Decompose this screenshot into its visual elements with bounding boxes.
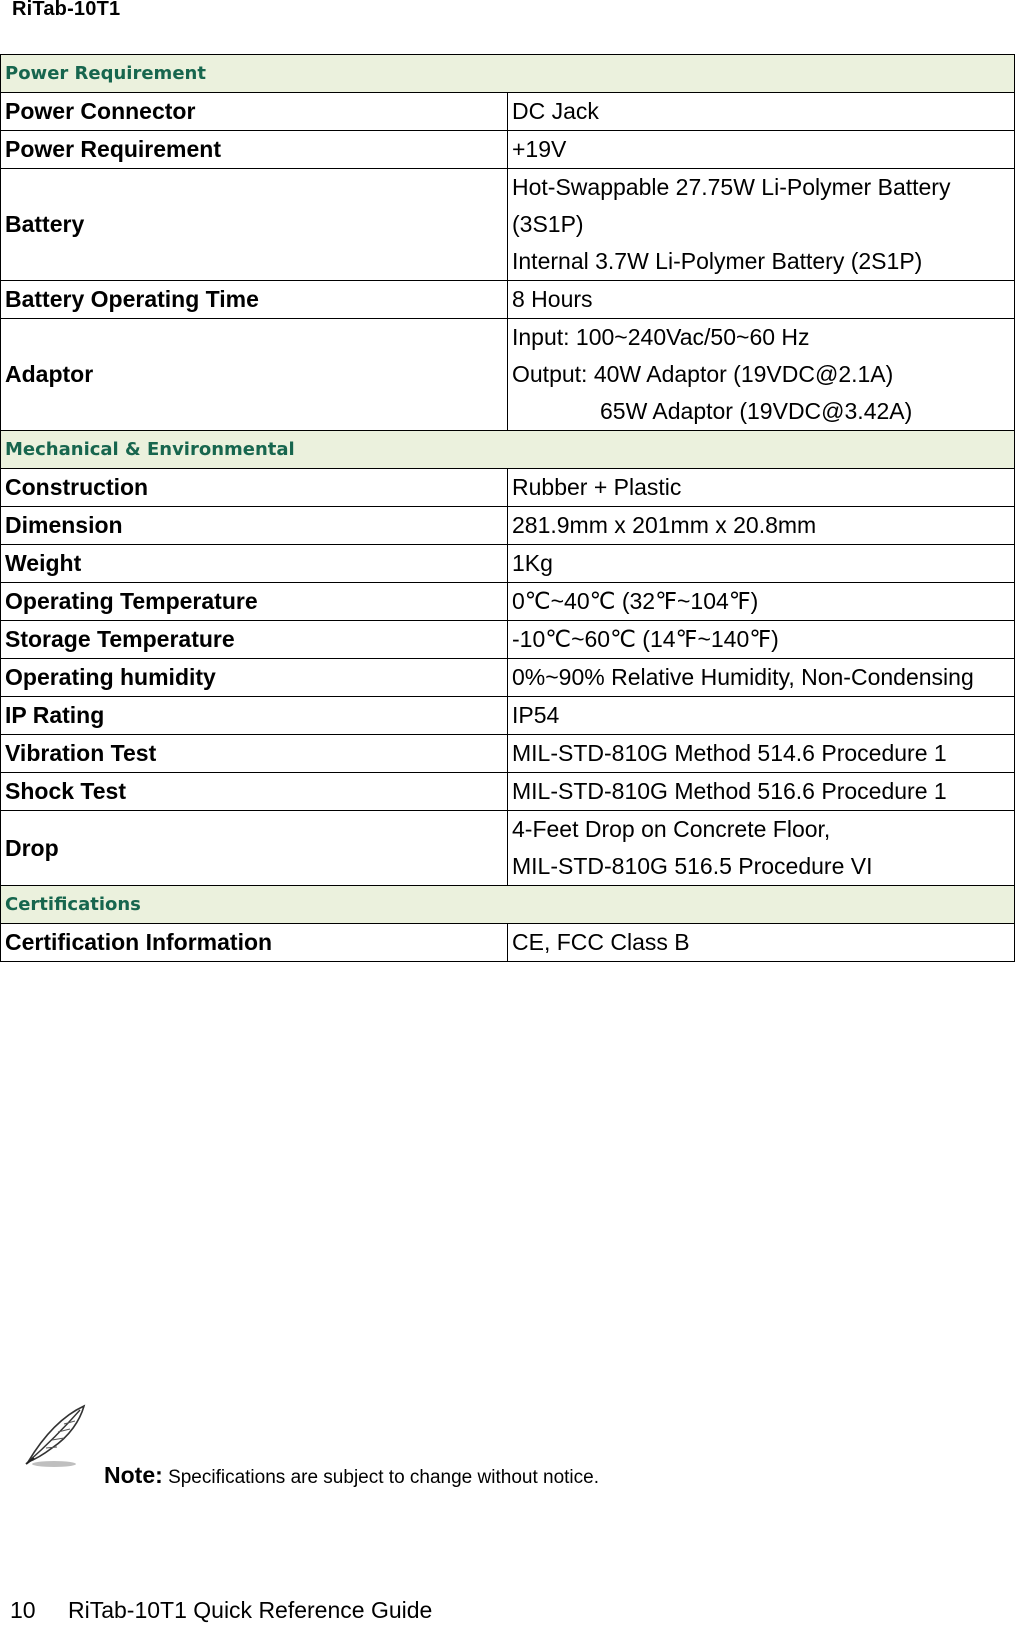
row-value: +19V [508, 131, 1015, 169]
section-title: Power Requirement [1, 55, 1015, 93]
table-row [1, 924, 1015, 962]
table-row [1, 545, 1015, 583]
section-title: Certifications [1, 886, 1015, 924]
row-label: Power Requirement [1, 131, 508, 169]
table-row [1, 697, 1015, 735]
row-label: Shock Test [1, 773, 508, 811]
row-label: Weight [1, 545, 508, 583]
row-label: Operating humidity [1, 659, 508, 697]
row-label: Battery [1, 169, 508, 281]
row-value: DC Jack [508, 93, 1015, 131]
spec-table [0, 54, 1015, 962]
section-title: Mechanical & Environmental [1, 431, 1015, 469]
table-row [1, 507, 1015, 545]
note-text [104, 1462, 599, 1489]
row-value: MIL-STD-810G Method 514.6 Procedure 1 [508, 735, 1015, 773]
table-row [1, 811, 1015, 886]
table-row [1, 281, 1015, 319]
table-row [1, 621, 1015, 659]
row-label: Vibration Test [1, 735, 508, 773]
row-value: 8 Hours [508, 281, 1015, 319]
row-label: Power Connector [1, 93, 508, 131]
row-label: Construction [1, 469, 508, 507]
table-row [1, 659, 1015, 697]
row-value: Hot-Swappable 27.75W Li-Polymer Battery (3S1P) Internal 3.7W Li-Polymer Battery (2S1P) [508, 169, 1015, 281]
page-number: 10 [10, 1597, 36, 1623]
table-row [1, 469, 1015, 507]
row-value: Rubber + Plastic [508, 469, 1015, 507]
table-row [1, 583, 1015, 621]
section-header-mechanical [1, 431, 1015, 469]
table-row [1, 773, 1015, 811]
row-label: Dimension [1, 507, 508, 545]
row-value: -10℃~60℃ (14℉~140℉) [508, 621, 1015, 659]
section-header-power [1, 55, 1015, 93]
page-footer [10, 1597, 432, 1624]
row-value: Input: 100~240Vac/50~60 Hz Output: 40W Adaptor (19VDC@2.1A) 65W Adaptor (19VDC@3.42A) [508, 319, 1015, 431]
row-label: Drop [1, 811, 508, 886]
note-label: Note: [104, 1462, 163, 1488]
row-value: CE, FCC Class B [508, 924, 1015, 962]
row-value: IP54 [508, 697, 1015, 735]
row-value: 1Kg [508, 545, 1015, 583]
row-label: Battery Operating Time [1, 281, 508, 319]
row-label: Certification Information [1, 924, 508, 962]
footer-title: RiTab-10T1 Quick Reference Guide [67, 1597, 433, 1623]
feather-pen-icon [22, 1402, 88, 1472]
page-header-title: RiTab-10T1 [12, 0, 121, 20]
table-row [1, 131, 1015, 169]
table-row [1, 735, 1015, 773]
row-value: 0%~90% Relative Humidity, Non-Condensing [508, 659, 1015, 697]
section-header-certifications [1, 886, 1015, 924]
note-body: Specifications are subject to change without notice. [168, 1467, 599, 1488]
row-label: Operating Temperature [1, 583, 508, 621]
row-label: Adaptor [1, 319, 508, 431]
row-label: Storage Temperature [1, 621, 508, 659]
table-row [1, 169, 1015, 281]
row-value: 281.9mm x 201mm x 20.8mm [508, 507, 1015, 545]
row-value: MIL-STD-810G Method 516.6 Procedure 1 [508, 773, 1015, 811]
row-label: IP Rating [1, 697, 508, 735]
row-value: 0℃~40℃ (32℉~104℉) [508, 583, 1015, 621]
table-row [1, 319, 1015, 431]
row-value: 4-Feet Drop on Concrete Floor, MIL-STD-810G 516.5 Procedure VI [508, 811, 1015, 886]
table-row [1, 93, 1015, 131]
